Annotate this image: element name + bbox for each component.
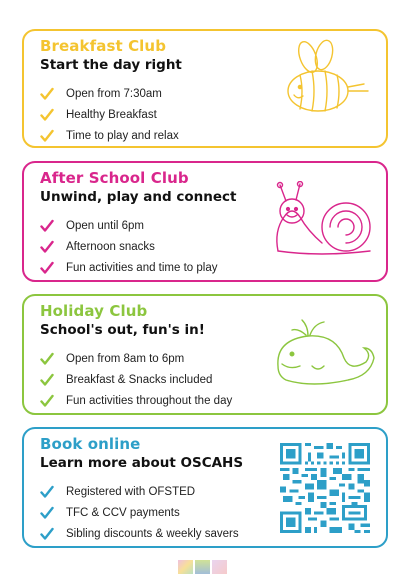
logo-icon [212, 560, 227, 574]
breakfast-club-card [22, 29, 388, 148]
list-item-text: Healthy Breakfast [66, 108, 157, 121]
check-icon [40, 87, 54, 101]
card-title: Holiday Club [40, 302, 148, 320]
feature-list [40, 481, 239, 544]
card-title: Book online [40, 435, 141, 453]
holiday-club-card [22, 294, 388, 415]
logo-icon [178, 560, 193, 574]
list-item-text: Open from 8am to 6pm [66, 352, 185, 365]
list-item [40, 348, 232, 369]
list-item [40, 104, 179, 125]
check-icon [40, 506, 54, 520]
list-item [40, 523, 239, 544]
book-online-card [22, 427, 388, 548]
check-icon [40, 352, 54, 366]
list-item-text: Sibling discounts & weekly savers [66, 527, 239, 540]
list-item-text: Open from 7:30am [66, 87, 162, 100]
list-item [40, 257, 218, 278]
check-icon [40, 261, 54, 275]
list-item [40, 83, 179, 104]
feature-list [40, 83, 179, 146]
list-item-text: Fun activities and time to play [66, 261, 218, 274]
list-item [40, 390, 232, 411]
list-item [40, 215, 218, 236]
list-item-text: Open until 6pm [66, 219, 144, 232]
list-item [40, 125, 179, 146]
check-icon [40, 129, 54, 143]
qr-code-icon[interactable] [280, 443, 370, 533]
list-item-text: TFC & CCV payments [66, 506, 180, 519]
snail-icon [270, 181, 376, 261]
card-title: Breakfast Club [40, 37, 167, 55]
check-icon [40, 108, 54, 122]
list-item-text: Time to play and relax [66, 129, 179, 142]
check-icon [40, 485, 54, 499]
feature-list [40, 348, 232, 411]
card-title: After School Club [40, 169, 189, 187]
list-item-text: Registered with OFSTED [66, 485, 196, 498]
card-subtitle: Unwind, play and connect [40, 189, 237, 205]
check-icon [40, 394, 54, 408]
check-icon [40, 240, 54, 254]
whale-icon [272, 318, 376, 390]
list-item-text: Breakfast & Snacks included [66, 373, 213, 386]
list-item [40, 369, 232, 390]
list-item [40, 481, 239, 502]
card-subtitle: School's out, fun's in! [40, 322, 205, 338]
list-item [40, 236, 218, 257]
list-item-text: Fun activities throughout the day [66, 394, 233, 407]
check-icon [40, 373, 54, 387]
list-item-text: Afternoon snacks [66, 240, 155, 253]
after-school-club-card [22, 161, 388, 282]
check-icon [40, 527, 54, 541]
list-item [40, 502, 239, 523]
logo-icon [195, 560, 210, 574]
bee-icon [278, 39, 374, 119]
check-icon [40, 219, 54, 233]
feature-list [40, 215, 218, 278]
footer-logos [178, 560, 227, 574]
card-subtitle: Learn more about OSCAHS [40, 455, 244, 471]
card-subtitle: Start the day right [40, 57, 182, 73]
